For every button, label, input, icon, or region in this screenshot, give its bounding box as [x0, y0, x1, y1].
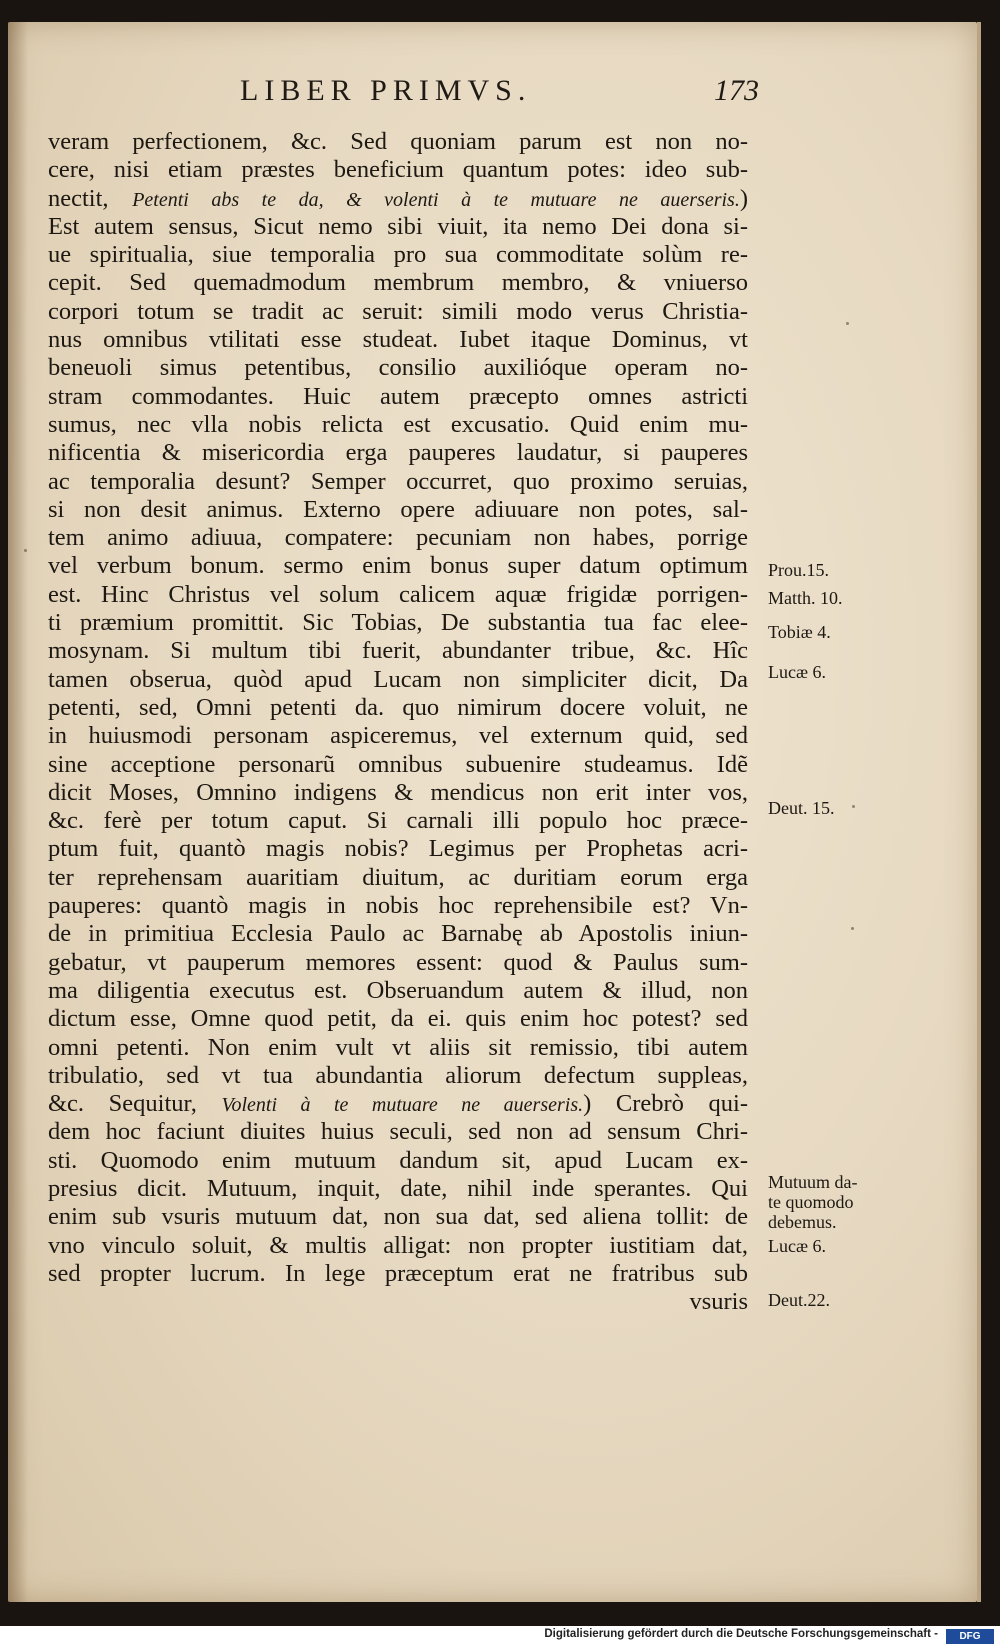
margin-note: Lucæ 6. [768, 662, 826, 682]
paper-speck [24, 549, 27, 552]
text-line: tem animo adiuua, compatere: pecuniam non habes, porrige [48, 524, 748, 552]
margin-note: debemus. [768, 1212, 837, 1232]
text-line: stram commodantes. Huic autem præcepto omnes astricti [48, 382, 748, 410]
text-line: ptum fuit, quantò magis nobis? Legimus per Prophetas acri- [48, 835, 748, 863]
text-line: sti. Quomodo enim mutuum dandum sit, apud Lucam ex- [48, 1146, 748, 1174]
scripture-quote: Petenti abs te da, & volenti à te mutuare ne auerseris. [132, 188, 740, 211]
text-line: vel verbum bonum. sermo enim bonus super datum optimum [48, 552, 748, 580]
running-title: LIBER PRIMVS. [240, 74, 532, 107]
margin-note: Matth. 10. [768, 588, 843, 608]
text-line: ue spiritualia, siue temporalia pro sua commoditate solùm re- [48, 241, 748, 269]
text-line: vno vinculo soluit, & multis alligat: non propter iustitiam dat, [48, 1231, 748, 1259]
text-line: enim sub vsuris mutuum dat, non sua dat, sed aliena tollit: de [48, 1203, 748, 1231]
text-line: Est autem sensus, Sicut nemo sibi viuit, ita nemo Dei dona si- [48, 212, 748, 240]
text-line: sumus, nec vlla nobis relicta est excusatio. Quid enim mu- [48, 410, 748, 438]
text-line: petenti, sed, Omni petenti da. quo nimirum docere voluit, ne [48, 693, 748, 721]
text-line: nificentia & misericordia erga pauperes laudatur, si pauperes [48, 439, 748, 467]
paper-speck [851, 927, 854, 930]
gutter-shadow [8, 22, 28, 1602]
text-line: si non desit animus. Externo opere adiuuare non potes, sal- [48, 495, 748, 523]
margin-note: Deut.22. [768, 1290, 830, 1310]
digitization-footer [0, 1626, 1000, 1647]
margin-note: Lucæ 6. [768, 1236, 826, 1256]
text-line: de in primitiua Ecclesia Paulo ac Barnabę ab Apostolis iniun- [48, 920, 748, 948]
text-line: in huiusmodi personam aspiceremus, vel externum quid, sed [48, 722, 748, 750]
page-edge [977, 22, 981, 1602]
text-line: ac temporalia desunt? Semper occurret, quo proximo seruias, [48, 467, 748, 495]
text-segment: ) [739, 184, 748, 212]
text-line: est. Hinc Christus vel solum calicem aquæ frigidæ porrigen- [48, 580, 748, 608]
text-line: ti præmium promittit. Sic Tobias, De substantia tua fac elee- [48, 609, 748, 637]
dfg-logo: DFG [946, 1629, 994, 1644]
text-line: ma diligentia executus est. Obseruandum autem & illud, non [48, 976, 748, 1004]
text-line: presius dicit. Mutuum, inquit, date, nihil inde sperantes. Qui [48, 1174, 748, 1202]
text-segment: &c. Sequitur, [48, 1090, 222, 1118]
text-line: cepit. Sed quemadmodum membrum membro, & vniuerso [48, 269, 748, 297]
text-line: dem hoc faciunt diuites huius seculi, sed non ad sensum Chri- [48, 1118, 748, 1146]
text-line: tribulatio, sed vt tua abundantia aliorum defectum suppleas, [48, 1061, 748, 1089]
footer-credit: Digitalisierung gefördert durch die Deutsche Forschungsgemeinschaft - [544, 1628, 938, 1640]
margin-note: Prou.15. [768, 560, 830, 580]
text-line: cere, nisi etiam præstes beneficium quantum potes: ideo sub- [48, 156, 748, 184]
text-line [48, 1090, 748, 1118]
text-line: omni petenti. Non enim vult vt aliis sit remissio, tibi autem [48, 1033, 748, 1061]
book-page [8, 22, 977, 1602]
scripture-quote: Volenti à te mutuare ne auerseris. [221, 1094, 584, 1117]
text-line: ter reprehensam auaritiam diuitum, ac duritiam eorum erga [48, 863, 748, 891]
text-line: veram perfectionem, &c. Sed quoniam parum est non no- [48, 128, 748, 155]
margin-note: Tobiæ 4. [768, 622, 831, 642]
text-line: beneuoli simus petentibus, consilio auxilióque operam no- [48, 354, 748, 382]
text-segment: nectit, [48, 184, 133, 212]
text-line: sine acceptione personarũ omnibus subuenire studeamus. Idẽ [48, 750, 748, 778]
text-line: sed propter lucrum. In lege præceptum erat ne fratribus sub [48, 1259, 748, 1287]
text-line: mosynam. Si multum tibi fuerit, abundanter tribue, &c. Hîc [48, 637, 748, 665]
margin-note: te quomodo [768, 1192, 854, 1212]
text-line: vsuris [689, 1288, 748, 1316]
text-segment: ) Crebrò qui- [583, 1090, 748, 1118]
text-line: tamen obserua, quòd apud Lucam non simpliciter dicit, Da [48, 665, 748, 693]
page-number: 173 [714, 74, 759, 107]
body-text [48, 128, 748, 1316]
margin-notes [768, 22, 908, 1602]
margin-note: Deut. 15. [768, 798, 835, 818]
text-line: dicit Moses, Omnino indigens & mendicus non erit inter vos, [48, 778, 748, 806]
text-line: dictum esse, Omne quod petit, da ei. quis enim hoc potest? sed [48, 1005, 748, 1033]
text-line: nus omnibus vtilitati esse studeat. Iubet itaque Dominus, vt [48, 326, 748, 354]
text-line [48, 185, 748, 213]
text-line: corpori totum se tradit ac seruit: simili modo verus Christia- [48, 297, 748, 325]
paper-speck [846, 322, 849, 325]
text-line: &c. ferè per totum caput. Si carnali illi populo hoc præce- [48, 807, 748, 835]
margin-note: Mutuum da- [768, 1172, 858, 1192]
paper-speck [852, 805, 855, 808]
text-line: gebatur, vt pauperum memores essent: quod & Paulus sum- [48, 948, 748, 976]
text-line: pauperes: quantò magis in nobis hoc reprehensibile est? Vn- [48, 892, 748, 920]
